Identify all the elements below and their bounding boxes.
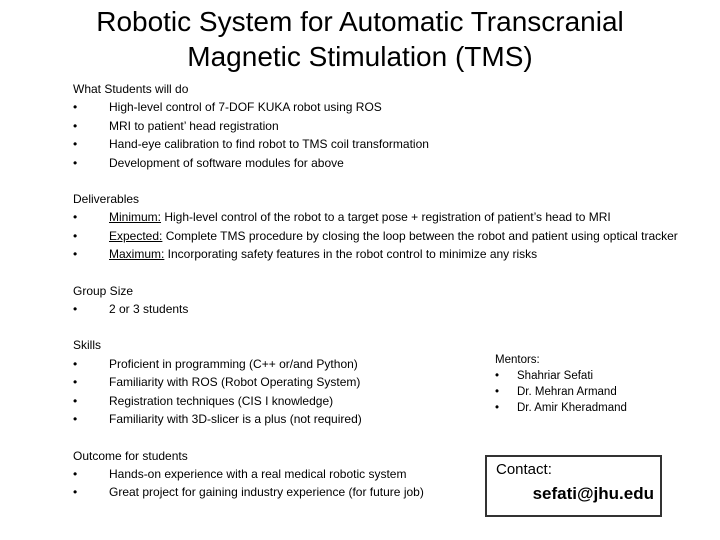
bullet-icon: • <box>73 210 78 225</box>
slide-title <box>40 4 680 74</box>
slide-body <box>73 80 693 502</box>
mentors-heading: Mentors: <box>495 354 540 366</box>
mentor-name: Dr. Amir Kheradmand <box>517 402 627 414</box>
list-item <box>73 373 409 391</box>
item-text: Development of software modules for above <box>109 155 344 170</box>
bullet-icon: • <box>73 466 78 481</box>
item-text: Familiarity with ROS (Robot Operating System) <box>109 375 361 390</box>
bullet-icon: • <box>73 118 78 133</box>
bullet-icon: • <box>495 402 500 414</box>
list-item <box>73 117 693 135</box>
contact-label: Contact: <box>496 461 552 478</box>
deliverable-label: Maximum: <box>109 247 165 262</box>
section-heading: Group Size <box>73 283 134 298</box>
bullet-icon: • <box>73 356 78 371</box>
item-text: High-level control of 7-DOF KUKA robot using ROS <box>109 100 382 115</box>
bullet-list <box>73 300 693 318</box>
section-heading: Outcome for students <box>73 448 188 463</box>
deliverable-label: Expected: <box>109 228 163 243</box>
bullet-list <box>73 208 693 263</box>
item-text: Registration techniques (CIS I knowledge) <box>109 393 334 408</box>
deliverable-label: Minimum: <box>109 210 162 225</box>
bullet-list <box>73 98 693 172</box>
list-item <box>73 410 409 428</box>
item-text: Incorporating safety features in the robot control to minimize any risks <box>164 247 538 262</box>
mentors-block <box>495 352 695 416</box>
bullet-icon: • <box>495 386 500 398</box>
item-text: MRI to patient’ head registration <box>109 118 279 133</box>
list-item <box>495 384 695 400</box>
list-item <box>73 154 693 172</box>
section-heading: Deliverables <box>73 192 140 207</box>
list-item <box>73 355 409 373</box>
section-heading: What Students will do <box>73 82 189 96</box>
item-text: Hand-eye calibration to find robot to TMS coil transformation <box>109 137 429 152</box>
mentor-name: Dr. Mehran Armand <box>517 386 617 398</box>
mentor-list <box>495 368 695 416</box>
mentor-name: Shahriar Sefati <box>517 370 594 382</box>
list-item <box>495 368 695 384</box>
spacer <box>73 429 693 447</box>
title-line-2: Magnetic Stimulation (TMS) <box>187 41 533 72</box>
contact-box <box>485 455 662 517</box>
item-text: High-level control of the robot to a target pose + registration of patient’s head to MRI <box>161 210 611 225</box>
bullet-icon: • <box>73 393 78 408</box>
item-text: Familiarity with 3D-slicer is a plus (not required) <box>109 412 362 427</box>
list-item <box>73 227 693 245</box>
bullet-icon: • <box>73 155 78 170</box>
section-heading: Skills <box>73 338 102 353</box>
bullet-icon: • <box>73 302 78 317</box>
bullet-icon: • <box>73 247 78 262</box>
spacer <box>73 318 693 336</box>
bullet-icon: • <box>73 100 78 115</box>
list-item <box>73 392 409 410</box>
bullet-icon: • <box>73 228 78 243</box>
bullet-icon: • <box>495 370 500 382</box>
bullet-icon: • <box>73 412 78 427</box>
list-item <box>73 135 693 153</box>
spacer <box>73 172 693 190</box>
list-item <box>495 400 695 416</box>
item-text: Proficient in programming (C++ or/and Python) <box>109 356 358 371</box>
title-line-1: Robotic System for Automatic Transcranial <box>96 6 624 37</box>
bullet-icon: • <box>73 485 78 500</box>
contact-email[interactable]: sefati@jhu.edu <box>532 484 654 503</box>
item-text: Hands-on experience with a real medical robotic system <box>109 466 407 481</box>
section-deliverables <box>73 190 693 264</box>
item-text: Great project for gaining industry experience (for future job) <box>109 485 424 500</box>
item-text: Complete TMS procedure by closing the loop between the robot and patient using optical tracker <box>162 228 678 243</box>
bullet-icon: • <box>73 375 78 390</box>
bullet-icon: • <box>73 137 78 152</box>
list-item <box>73 98 693 116</box>
spacer <box>73 264 693 282</box>
list-item <box>73 245 693 263</box>
list-item <box>73 300 693 318</box>
list-item <box>73 208 693 226</box>
section-what <box>73 80 693 172</box>
section-group-size <box>73 282 693 319</box>
item-text: 2 or 3 students <box>109 302 189 317</box>
